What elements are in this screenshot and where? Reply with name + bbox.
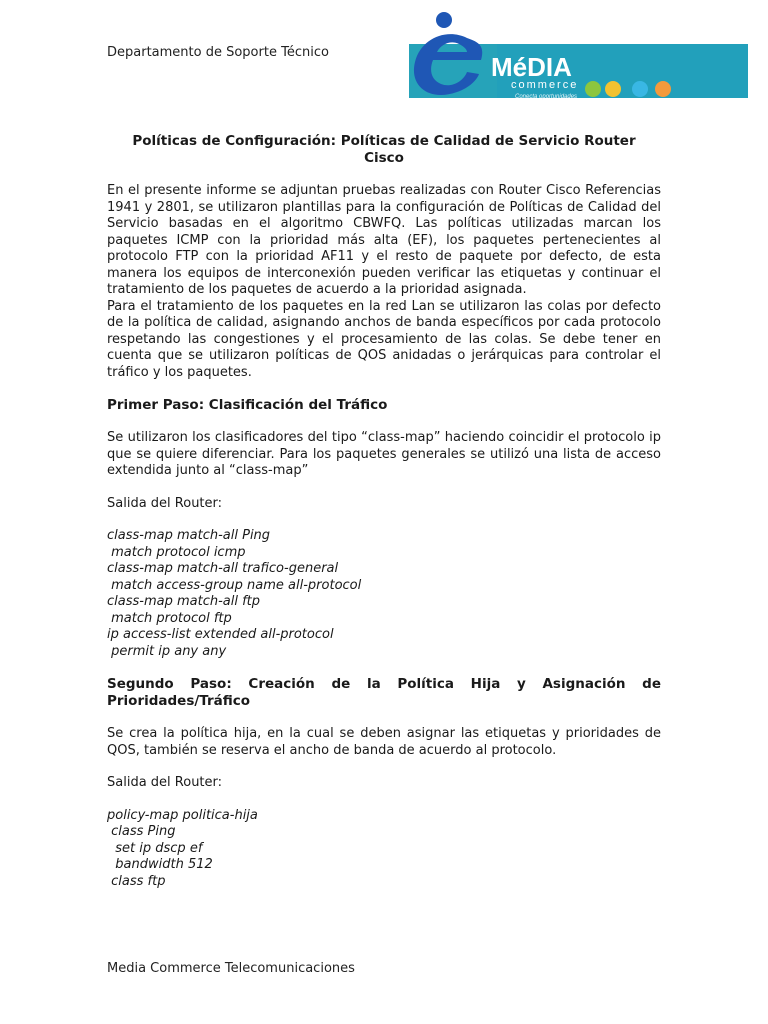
step1-text: Se utilizaron los clasificadores del tipo “class-map” haciendo coincidir el protocolo ip que se quiere diferenciar. Para los paquetes generales se utilizó una lista de acceso extendida junto al “class-map” [107,430,661,478]
media-commerce-logo [407,10,748,100]
code-block-1: class-map match-all Ping match protocol icmp class-map match-all trafico-general match access-group name all-protocol class-map match-all ftp match protocol ftp ip access-list extended all-protocol permit ip any any [107,528,362,659]
document-body [107,133,661,890]
document-title: Políticas de Configuración: Políticas de Calidad de Servicio Router Cisco [132,133,636,166]
logo-text: MéDIA [491,52,572,82]
department-header: Departamento de Soporte Técnico [107,45,329,60]
step1-heading: Primer Paso: Clasificación del Tráfico [107,397,388,413]
router-output-label-2: Salida del Router: [107,775,223,790]
intro-paragraph-1: En el presente informe se adjuntan pruebas realizadas con Router Cisco Referencias 1941 y 2801, se utilizaron plantillas para la configuración de Políticas de Calidad del Servicio basadas en el algoritmo CBWFQ. Las políticas utilizadas marcan los paquetes ICMP con la prioridad más alta (EF), los paquetes pertenecientes al protocolo FTP con la prioridad AF11 y el resto de paquete por defecto, de esta manera los equipos de interconexión pueden verificar las etiquetas y continuar el tratamiento de los paquetes de acuerdo a la prioridad asignada. [107,183,661,297]
logo-dot [436,12,452,28]
logo-tagline: Conecta oportunidades [515,94,578,100]
step2-heading: Segundo Paso: Creación de la Política Hija y Asignación de Prioridades/Tráfico [107,676,661,709]
logo-dot-yellow [605,81,621,97]
logo-dot-cyan [632,81,648,97]
logo-sub: commerce [511,79,579,91]
intro-paragraph-2: Para el tratamiento de los paquetes en la red Lan se utilizaron las colas por defecto de la política de calidad, asignando anchos de banda específicos por cada protocolo respetando las congestiones y el procesamiento de las colas. Se debe tener en cuenta que se utilizaron políticas de QOS anidadas o jerárquicas para controlar el tráfico y los paquetes. [107,298,661,380]
logo-dot-green [585,81,601,97]
logo-dot-orange [655,81,671,97]
step2-text: Se crea la política hija, en la cual se deben asignar las etiquetas y prioridades de QOS, también se reserva el ancho de banda de acuerdo al protocolo. [107,726,661,758]
code-block-2: policy-map politica-hija class Ping set ip dscp ef bandwidth 512 class ftp [107,807,258,889]
footer-company: Media Commerce Telecomunicaciones [107,961,355,976]
router-output-label-1: Salida del Router: [107,495,223,511]
